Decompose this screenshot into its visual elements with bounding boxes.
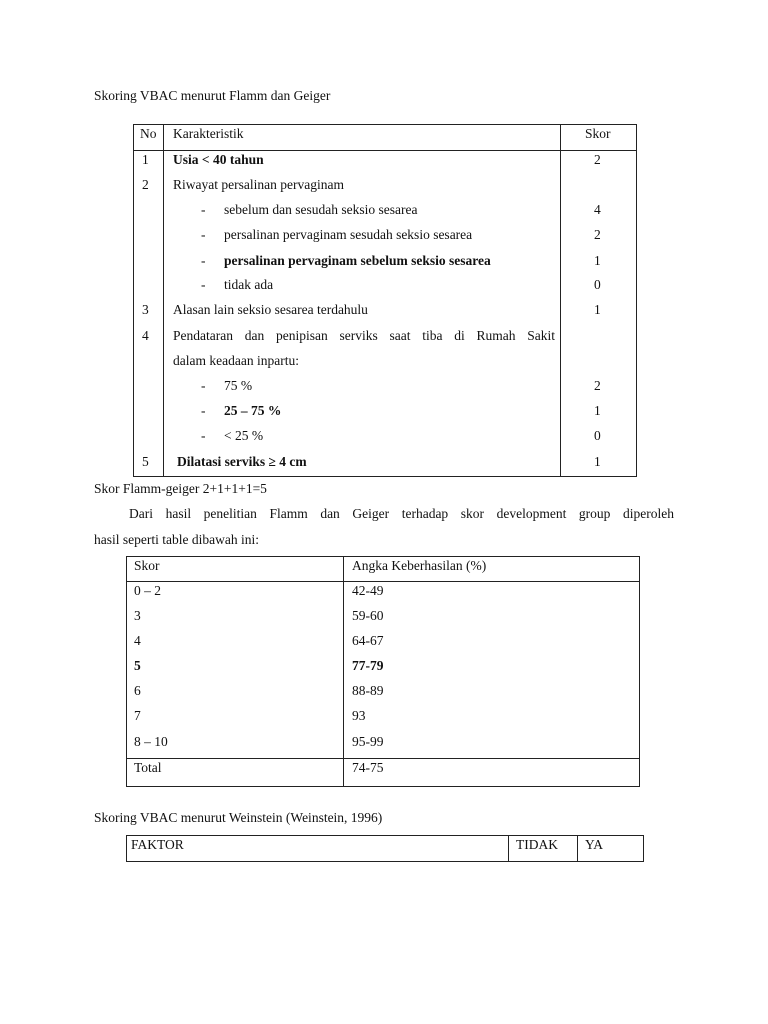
- section-heading-flamm-geiger: Skoring VBAC menurut Flamm dan Geiger: [94, 88, 331, 103]
- header-skor: Skor: [134, 558, 160, 573]
- row-karakteristik: Usia < 40 tahun: [173, 152, 264, 167]
- table-cell-skor: 4: [134, 633, 141, 648]
- flamm-geiger-score-table: [133, 124, 637, 477]
- table-cell-skor: 8 – 10: [134, 734, 168, 749]
- weinstein-score-table: [126, 835, 644, 862]
- row-no: 2: [142, 177, 149, 192]
- row-skor: 2: [594, 152, 601, 167]
- table-cell-total: Total: [134, 760, 162, 775]
- header-angka: Angka Keberhasilan (%): [352, 558, 487, 573]
- row-skor: 0: [594, 428, 601, 443]
- list-dash: -: [201, 227, 206, 242]
- row-karakteristik: Riwayat persalinan pervaginam: [173, 177, 344, 192]
- table-cell-angka: 64-67: [352, 633, 384, 648]
- table-column-divider: [508, 836, 509, 861]
- table-cell-angka: 95-99: [352, 734, 384, 749]
- row-karakteristik: < 25 %: [224, 428, 264, 443]
- table-header-divider: [134, 150, 636, 151]
- row-skor: 4: [594, 202, 601, 217]
- table-cell-angka: 77-79: [352, 658, 384, 673]
- row-karakteristik: tidak ada: [224, 277, 274, 292]
- header-skor: Skor: [585, 126, 611, 141]
- table-column-divider: [577, 836, 578, 861]
- list-dash: -: [201, 378, 206, 393]
- row-karakteristik: 75 %: [224, 378, 253, 393]
- table-cell-skor: 6: [134, 683, 141, 698]
- row-no: 5: [142, 454, 149, 469]
- paragraph-line: Dari hasil penelitian Flamm dan Geiger terhadap skor development group diperoleh: [129, 506, 674, 521]
- row-karakteristik: dalam keadaan inpartu:: [173, 353, 299, 368]
- table-cell-angka: 93: [352, 708, 366, 723]
- table-total-divider: [127, 758, 639, 759]
- row-karakteristik: Pendataran dan penipisan serviks saat tiba di Rumah Sakit: [173, 328, 555, 343]
- paragraph-line: hasil seperti table dibawah ini:: [94, 532, 259, 547]
- row-karakteristik: Alasan lain seksio sesarea terdahulu: [173, 302, 368, 317]
- row-skor: 0: [594, 277, 601, 292]
- row-skor: 2: [594, 227, 601, 242]
- list-dash: -: [201, 253, 206, 268]
- table-cell-angka: 88-89: [352, 683, 384, 698]
- row-skor: 1: [594, 454, 601, 469]
- row-no: 3: [142, 302, 149, 317]
- table-cell-skor: 3: [134, 608, 141, 623]
- header-no: No: [140, 126, 157, 141]
- row-no: 1: [142, 152, 149, 167]
- header-tidak: TIDAK: [516, 837, 558, 852]
- header-faktor: FAKTOR: [131, 837, 184, 852]
- table-column-divider: [163, 125, 164, 476]
- table-cell-skor: 7: [134, 708, 141, 723]
- row-karakteristik: persalinan pervaginam sesudah seksio sesarea: [224, 227, 473, 242]
- header-karakteristik: Karakteristik: [173, 126, 244, 141]
- row-karakteristik: 25 – 75 %: [224, 403, 282, 418]
- list-dash: -: [201, 428, 206, 443]
- row-karakteristik: persalinan pervaginam sebelum seksio sesarea: [224, 253, 491, 268]
- table-cell-angka: 42-49: [352, 583, 384, 598]
- row-karakteristik: Dilatasi serviks ≥ 4 cm: [177, 454, 307, 469]
- table-cell-skor: 5: [134, 658, 141, 673]
- list-dash: -: [201, 403, 206, 418]
- score-summary: Skor Flamm-geiger 2+1+1+1=5: [94, 481, 267, 496]
- row-skor: 2: [594, 378, 601, 393]
- row-skor: 1: [594, 302, 601, 317]
- list-dash: -: [201, 277, 206, 292]
- list-dash: -: [201, 202, 206, 217]
- table-column-divider: [343, 557, 344, 786]
- table-cell-skor: 0 – 2: [134, 583, 161, 598]
- row-karakteristik: sebelum dan sesudah seksio sesarea: [224, 202, 418, 217]
- row-skor: 1: [594, 253, 601, 268]
- section-heading-weinstein: Skoring VBAC menurut Weinstein (Weinstein, 1996): [94, 810, 383, 825]
- header-ya: YA: [585, 837, 604, 852]
- table-column-divider: [560, 125, 561, 476]
- table-cell-total-angka: 74-75: [352, 760, 384, 775]
- table-cell-angka: 59-60: [352, 608, 384, 623]
- success-rate-table: [126, 556, 640, 787]
- row-no: 4: [142, 328, 149, 343]
- table-header-divider: [127, 581, 639, 582]
- row-skor: 1: [594, 403, 601, 418]
